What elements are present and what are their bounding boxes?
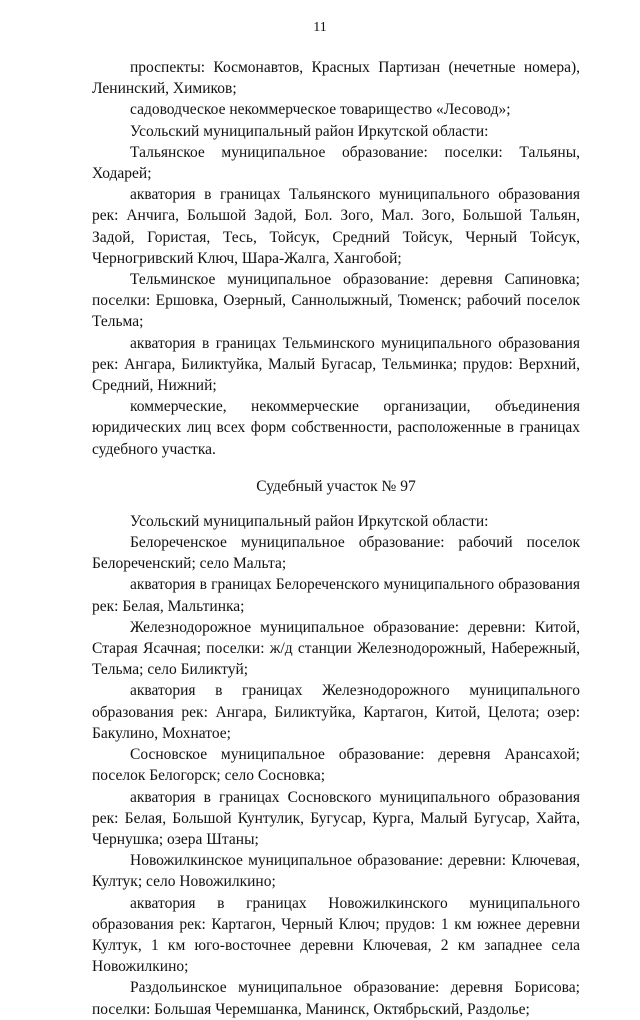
paragraph: проспекты: Космонавтов, Красных Партизан (нечетные номера), Ленинский, Химиков; <box>92 59 580 98</box>
section-heading: Судебный участок № 97 <box>256 477 416 495</box>
paragraph: акватория в границах Новожилкинского муниципального образования рек: Картагон, Черный Ключ; прудов: 1 км южнее деревни Култук, 1 км юго-восточнее деревни Ключевая, 2 км западнее села Новожилкино; <box>92 894 580 976</box>
paragraph: Новожилкинское муниципальное образование: деревни: Ключевая, Култук; село Новожилкино; <box>92 852 580 891</box>
page-number: 11 <box>313 20 327 35</box>
paragraph: Тальянское муниципальное образование: поселки: Тальяны, Ходарей; <box>92 143 580 183</box>
paragraph: Сосновское муниципальное образование: деревня Арансахой; поселок Белогорск; село Сосновка; <box>92 746 580 785</box>
paragraph: Тельминское муниципальное образование: деревня Сапиновка; поселки: Ершовка, Озерный, Саннолыжный, Тюменск; рабочий поселок Тельма; <box>92 271 580 331</box>
paragraph: акватория в границах Железнодорожного муниципального образования рек: Ангара, Биликтуйка, Картагон, Китой, Целота; озер: Бакулино, Мохнатое; <box>92 682 580 742</box>
paragraph: Железнодорожное муниципальное образование: деревни: Китой, Старая Ясачная; поселки: ж/д станции Железнодорожный, Набережный, Тельма; село Биликтуй; <box>92 618 580 679</box>
paragraph: коммерческие, некоммерческие организации, объединения юридических лиц всех форм собственности, расположенные в границах судебного участка. <box>92 398 580 458</box>
paragraph: садоводческое некоммерческое товарищество «Лесовод»; <box>130 101 511 119</box>
paragraph: акватория в границах Тальянского муниципального образования рек: Анчига, Большой Задой, Бол. Зого, Мал. Зого, Большой Тальян, Задой, Гористая, Тесь, Тойсук, Средний Тойсук, Черный Тойсук, Черногривский Ключ, Шара-Жалга, Хангобой; <box>92 186 580 267</box>
paragraph: Усольский муниципальный район Иркутской области: <box>130 512 489 530</box>
paragraph: Раздольинское муниципальное образование: деревня Борисова; поселки: Большая Черемшанка, Манинск, Октябрьский, Раздолье; <box>92 979 580 1018</box>
paragraph: Усольский муниципальный район Иркутской области: <box>130 122 489 140</box>
paragraph: акватория в границах Тельминского муниципального образования рек: Ангара, Биликтуйка, Малый Бугасар, Тельминка; прудов: Верхний, Средний, Нижний; <box>92 334 580 395</box>
paragraph: Белореченское муниципальное образование: рабочий поселок Белореченский; село Мальта; <box>92 534 580 573</box>
document-body <box>92 57 580 1020</box>
paragraph: акватория в границах Белореченского муниципального образования рек: Белая, Мальтинка; <box>92 576 580 615</box>
paragraph: акватория в границах Сосновского муниципального образования рек: Белая, Большой Кунтулик, Бугусар, Курга, Малый Бугусар, Хайта, Чернушка; озера Штаны; <box>92 788 580 848</box>
